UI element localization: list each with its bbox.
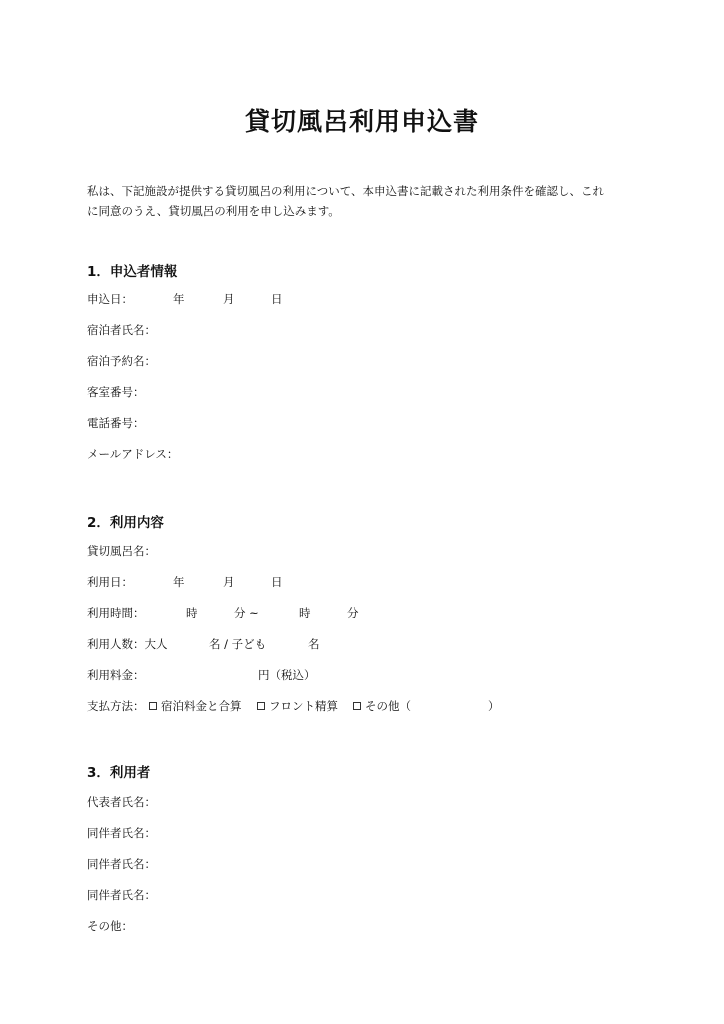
use-time-label: 利用時間：: [87, 606, 145, 620]
people-row: [87, 636, 647, 652]
fee-label: 利用料金：: [87, 668, 145, 682]
payment-option-other-label: その他（: [365, 699, 411, 713]
use-time-hour-end: 時: [299, 606, 311, 620]
guest-name-row: [87, 322, 647, 338]
use-date-label: 利用日：: [87, 575, 133, 589]
phone-label: 電話番号：: [87, 416, 145, 430]
application-date-label: 申込日：: [87, 292, 133, 306]
section-heading-applicant: 1．申込者情報: [87, 264, 178, 280]
companion-row: [87, 856, 647, 872]
application-date-year: 年: [173, 292, 185, 306]
use-date-day: 日: [271, 575, 283, 589]
application-date-row: [87, 291, 647, 307]
payment-row: [87, 698, 647, 714]
companion-label: 同伴者氏名：: [87, 857, 156, 871]
use-time-minute-end: 分: [347, 606, 359, 620]
payment-label: 支払方法：: [87, 699, 145, 713]
phone-row: [87, 415, 647, 431]
use-time-row: [87, 605, 647, 621]
checkbox-icon[interactable]: [149, 702, 157, 710]
use-time-minute-start: 分 ~: [234, 606, 259, 620]
room-number-label: 客室番号：: [87, 385, 145, 399]
people-label: 利用人数：大人: [87, 637, 168, 651]
bath-name-row: [87, 543, 647, 559]
payment-other-close: ）: [488, 699, 500, 713]
application-date-month: 月: [223, 292, 235, 306]
other-row: [87, 918, 647, 934]
application-date-day: 日: [271, 292, 283, 306]
use-time-hour-start: 時: [186, 606, 198, 620]
payment-option-combined-label: 宿泊料金と合算: [161, 699, 242, 713]
companion-row: [87, 825, 647, 841]
other-label: その他：: [87, 919, 133, 933]
payment-option-front[interactable]: [257, 698, 338, 714]
room-number-row: [87, 384, 647, 400]
use-date-year: 年: [173, 575, 185, 589]
payment-option-front-label: フロント精算: [269, 699, 338, 713]
email-row: [87, 446, 647, 462]
companion-label: 同伴者氏名：: [87, 826, 156, 840]
use-date-month: 月: [223, 575, 235, 589]
section-heading-users: 3．利用者: [87, 765, 151, 781]
representative-row: [87, 794, 647, 810]
fee-row: [87, 667, 647, 683]
checkbox-icon[interactable]: [353, 702, 361, 710]
companion-label: 同伴者氏名：: [87, 888, 156, 902]
companion-row: [87, 887, 647, 903]
people-child-unit: 名: [308, 637, 320, 651]
people-adult-unit: 名 / 子ども: [209, 637, 267, 651]
reservation-name-label: 宿泊予約名：: [87, 354, 156, 368]
guest-name-label: 宿泊者氏名：: [87, 323, 156, 337]
fee-unit: 円（税込）: [258, 668, 316, 682]
intro-paragraph: [87, 181, 647, 221]
payment-option-other[interactable]: [353, 698, 411, 714]
intro-line-2: に同意のうえ、貸切風呂の利用を申し込みます。: [87, 204, 340, 218]
representative-label: 代表者氏名：: [87, 795, 156, 809]
document-title: 貸切風呂利用申込書: [244, 107, 479, 136]
intro-line-1: 私は、下記施設が提供する貸切風呂の利用について、本申込書に記載された利用条件を確認し、これ: [87, 184, 605, 198]
email-label: メールアドレス：: [87, 447, 179, 461]
section-heading-usage: 2．利用内容: [87, 515, 164, 531]
checkbox-icon[interactable]: [257, 702, 265, 710]
use-date-row: [87, 574, 647, 590]
reservation-name-row: [87, 353, 647, 369]
payment-option-combined[interactable]: [149, 698, 242, 714]
bath-name-label: 貸切風呂名：: [87, 544, 156, 558]
